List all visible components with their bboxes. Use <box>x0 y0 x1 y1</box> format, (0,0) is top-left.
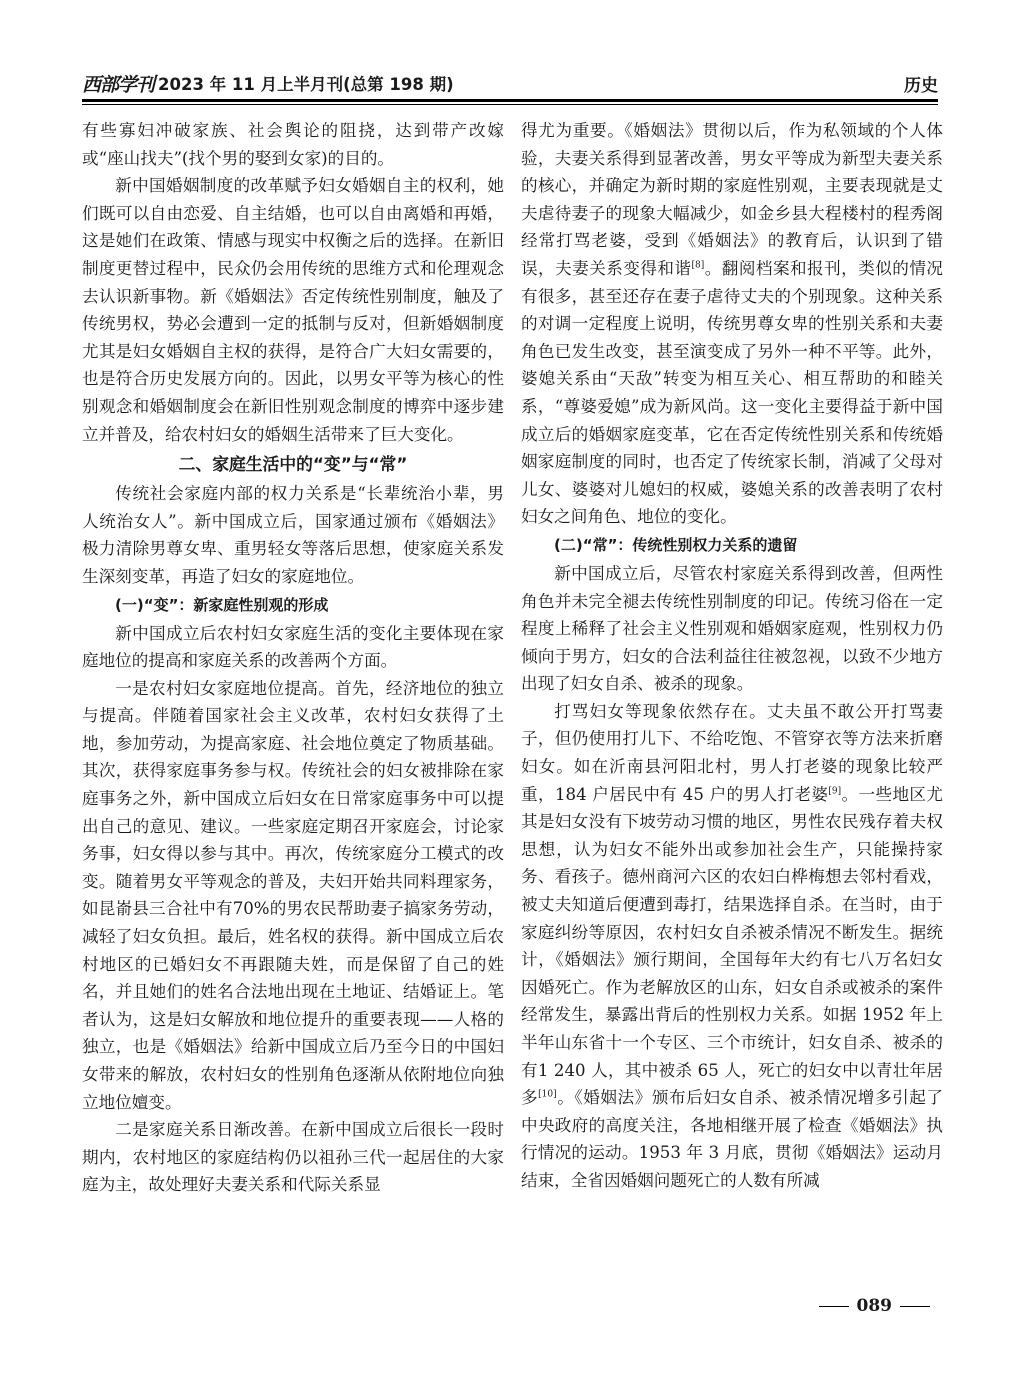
citation-ref: [8] <box>691 260 705 271</box>
paragraph: 一是农村妇女家庭地位提高。首先，经济地位的独立与提高。伴随着国家社会主义改革，农村妇女获得了土地，参加劳动，为提高家庭、社会地位奠定了物质基础。其次，获得家庭事务参与权。传统社会的妇女被排除在家庭事务之外，新中国成立后妇女在日常家庭事务中可以提出自己的意见、建议。一些家庭定期召开家庭会，讨论家务事，妇女得以参与其中。再次，传统家庭分工模式的改变。随着男女平等观念的普及，夫妇开始共同料理家务，如昆嵛县三合社中有70%的男农民帮助妻子搞家务劳动，减轻了妇女负担。最后，姓名权的获得。新中国成立后农村地区的已婚妇女不再跟随夫姓，而是保留了自己的姓名，并且她们的姓名合法地出现在土地证、结婚证上。笔者认为，这是妇女解放和地位提升的重要表现——人格的独立，也是《婚姻法》给新中国成立后乃至今日的中国妇女带来的解放，农村妇女的性别角色逐渐从依附地位向独立地位嬗变。 <box>82 678 504 1112</box>
page-number-dash-left <box>819 1306 849 1308</box>
journal-issue-info: 2023 年 11 月上半月刊(总第 198 期) <box>158 75 454 94</box>
header-rule-thin <box>82 104 938 105</box>
text-run: 。一些地区尤其是妇女没有下坡劳动习惯的地区，男性农民残存着夫权思想，认为妇女不能外出或参加社会生产，只能操持家务、看孩子。德州商河六区的农妇白桦梅想去邻村看戏，被丈夫知道后便遭到毒打，结果选择自杀。在当时，由于家庭纠纷等原因，农村妇女自杀被杀情况不断发生。据统计，《婚姻法》颁行期间，全国每年大约有七八万名妇女因婚死亡。作为老解放区的山东，妇女自杀或被杀的案件经常发生，暴露出背后的性别权力关系。如据 1952 年上半年山东省十一个专区、三个市统计，妇女自杀、被杀的有1 240 人，其中被杀 65 人，死亡的妇女中以青壮年居多 <box>521 784 943 1108</box>
text-run: 得尤为重要。《婚姻法》贯彻以后，作为私领域的个人体验，夫妻关系得到显著改善，男女平等成为新型夫妻关系的核心，并确定为新时期的家庭性别观，主要表现就是丈夫虐待妻子的现象大幅减少，如金乡县大程楼村的程秀阁经常打骂老婆，受到《婚姻法》的教育后，认识到了错误，夫妻关系变得和谐 <box>521 121 943 278</box>
journal-logo: 西部学刊 <box>82 74 155 96</box>
paragraph: 新中国婚姻制度的改革赋予妇女婚姻自主的权利，她们既可以自由恋爱、自主结婚，也可以自由离婚和再婚，这是她们在政策、情感与现实中权衡之后的选择。在新旧制度更替过程中，民众仍会用传统的思维方式和伦理观念去认识新事物。新《婚姻法》否定传统性别制度，触及了传统男权，势必会遭到一定的抵制与反对，但新婚姻制度尤其是妇女婚姻自主权的获得，是符合广大妇女需要的，也是符合历史发展方向的。因此，以男女平等为核心的性别观念和婚姻制度会在新旧性别观念制度的博弈中逐步建立并普及，给农村妇女的婚姻生活带来了巨大变化。 <box>82 176 504 444</box>
subsection-heading: (一)“变”：新家庭性别观的形成 <box>115 595 329 614</box>
text-run: 。翻阅档案和报刊，类似的情况有很多，甚至还存在妻子虐待丈夫的个别现象。这种关系的对调一定程度上说明，传统男尊女卑的性别关系和夫妻角色已发生改变，甚至演变成了另外一种不平等。此外，婆媳关系由“天敌”转变为相互关心、相互帮助的和睦关系，“尊婆爱媳”成为新风尚。这一变化主要得益于新中国成立后的婚姻家庭变革，它在否定传统性别关系和传统婚姻家庭制度的同时，也否定了传统家长制，消减了父母对儿女、婆婆对儿媳妇的权威，婆媳关系的改善表明了农村妇女之间角色、地位的变化。 <box>521 258 944 527</box>
right-column <box>521 117 943 1195</box>
page-number-dash-right <box>900 1306 930 1308</box>
left-column <box>82 117 504 1199</box>
paragraph <box>521 117 943 531</box>
running-header <box>82 68 938 98</box>
paragraph: 有些寡妇冲破家族、社会舆论的阻挠，达到带产改嫁或“座山找夫”(找个男的娶到女家)的目的。 <box>82 121 504 168</box>
page-number <box>811 1296 939 1316</box>
citation-ref: [9] <box>828 786 842 797</box>
paragraph: 传统社会家庭内部的权力关系是“长辈统治小辈，男人统治女人”。新中国成立后，国家通过颁布《婚姻法》极力清除男尊女卑、重男轻女等落后思想，使家庭关系发生深刻变革，再造了妇女的家庭地位。 <box>82 484 504 586</box>
text-run: 打骂妇女等现象依然存在。丈夫虽不敢公开打骂妻子，但仍使用打儿下、不给吃饱、不管穿衣等方法来折磨妇女。如在沂南县河阳北村，男人打老婆的现象比较严重，184 户居民中有 45 户的男人打老婆 <box>521 701 943 804</box>
section-label: 历史 <box>904 76 938 96</box>
paragraph: 新中国成立后，尽管农村家庭关系得到改善，但两性角色并未完全褪去传统性别制度的印记。传统习俗在一定程度上稀释了社会主义性别观和婚姻家庭观，性别权力仍倾向于男方，妇女的合法利益往往被忽视，以致不少地方出现了妇女自杀、被杀的现象。 <box>521 563 943 694</box>
paragraph <box>521 698 943 1195</box>
text-run: 。《婚姻法》颁布后妇女自杀、被杀情况增多引起了中央政府的高度关注，各地相继开展了检查《婚姻法》执行情况的运动。1953 年 3 月底，贯彻《婚姻法》运动月结束，全省因婚姻问题死亡的人数有所减 <box>521 1088 944 1190</box>
page-number-text: 089 <box>856 1296 892 1316</box>
header-rule-thick <box>82 99 938 102</box>
section-heading: 二、家庭生活中的“变”与“常” <box>178 454 408 475</box>
subsection-heading: (二)“常”：传统性别权力关系的遗留 <box>554 535 798 554</box>
paragraph: 新中国成立后农村妇女家庭生活的变化主要体现在家庭地位的提高和家庭关系的改善两个方面。 <box>82 623 504 671</box>
paragraph: 二是家庭关系日渐改善。在新中国成立后很长一段时期内，农村地区的家庭结构仍以祖孙三代一起居住的大家庭为主，故处理好夫妻关系和代际关系显 <box>82 1120 504 1195</box>
citation-ref: [10] <box>538 1089 557 1100</box>
